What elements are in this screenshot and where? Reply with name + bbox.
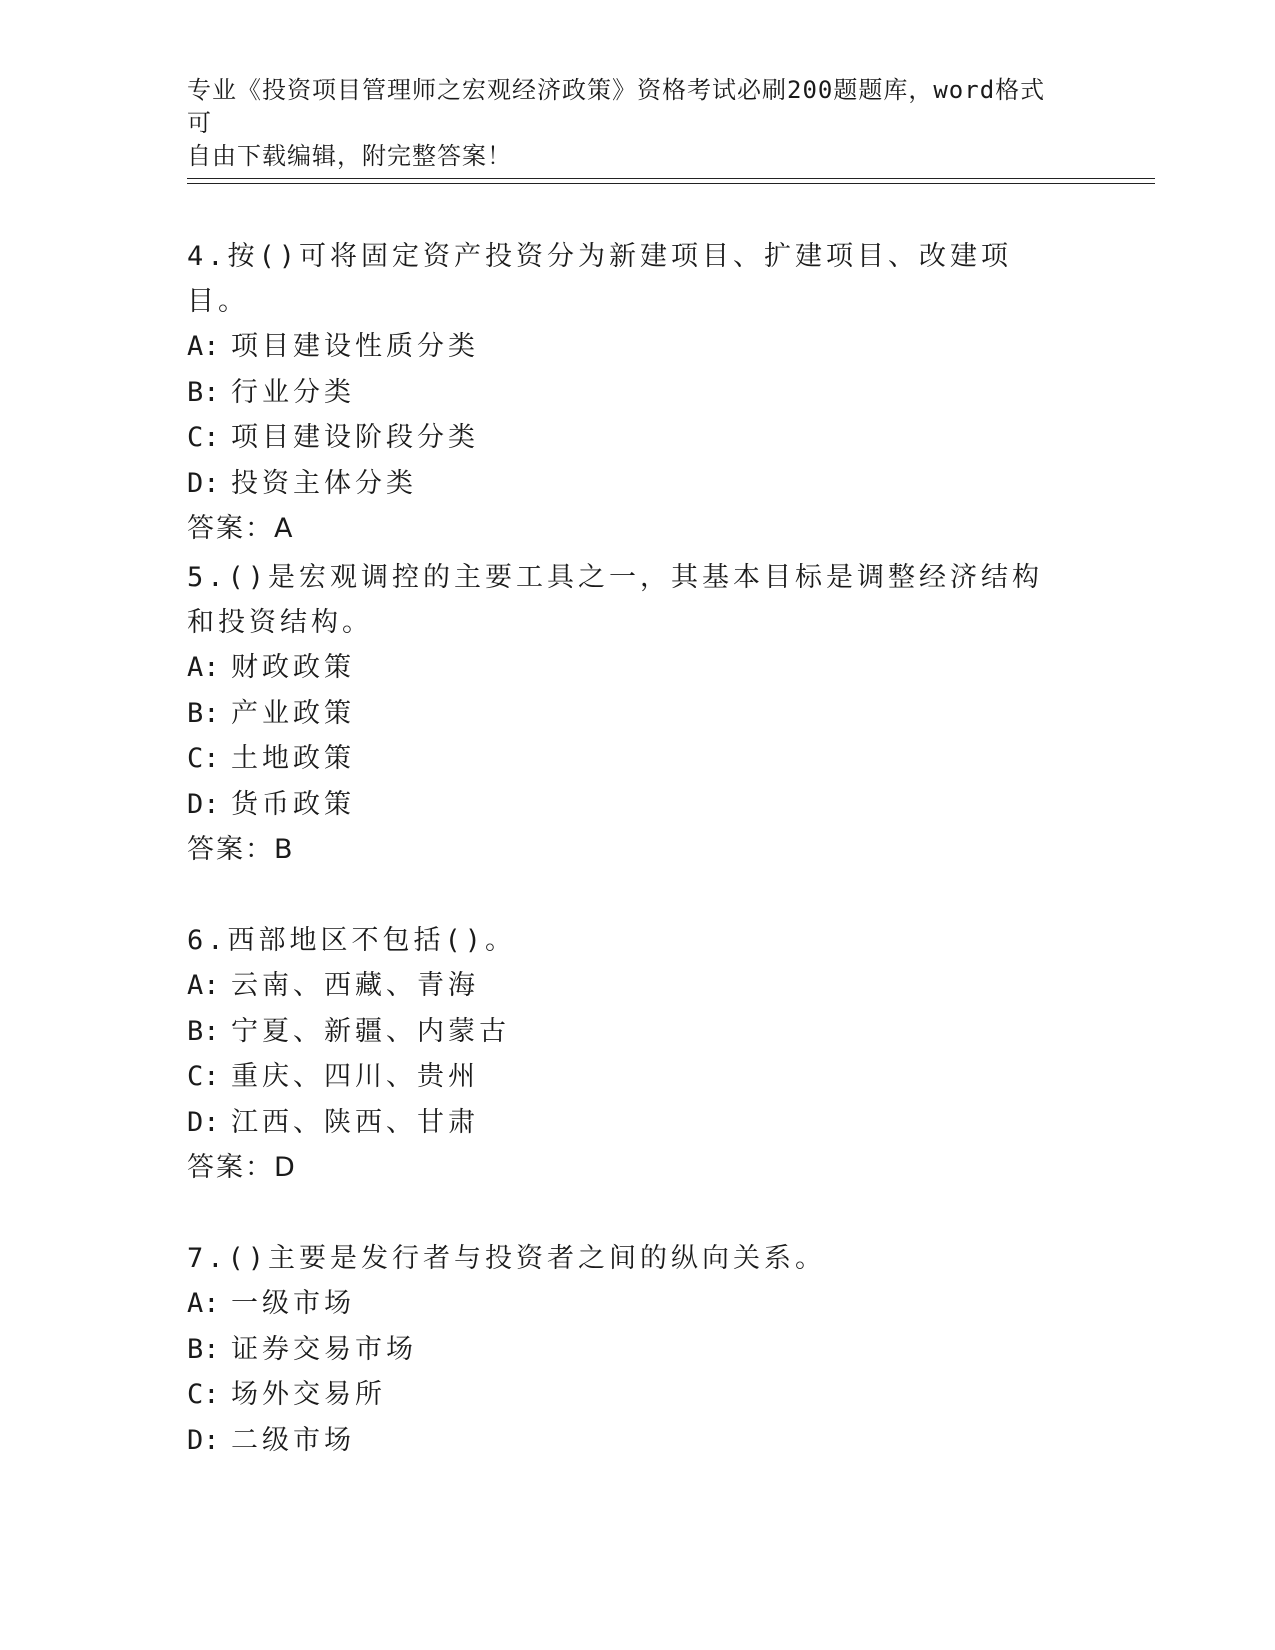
option-a <box>187 645 1067 691</box>
option-d <box>187 782 1067 828</box>
option-key: A: <box>187 1288 220 1319</box>
option-b <box>187 370 1067 416</box>
option-text: 项目建设性质分类 <box>231 331 479 362</box>
option-key: B: <box>187 1333 220 1365</box>
option-text: 项目建设阶段分类 <box>231 422 479 453</box>
document-header <box>187 74 1067 173</box>
option-text: 证券交易市场 <box>231 1333 417 1365</box>
option-c <box>187 415 1067 461</box>
header-rule-bottom <box>187 183 1155 184</box>
question-5 <box>187 555 1067 873</box>
option-text: 一级市场 <box>231 1288 355 1319</box>
option-a <box>187 1281 1067 1327</box>
option-d <box>187 1418 1067 1464</box>
option-d <box>187 1100 1067 1146</box>
option-key: B: <box>187 376 220 408</box>
question-4 <box>187 234 1067 552</box>
option-text: 投资主体分类 <box>231 467 417 499</box>
option-key: C: <box>187 1379 220 1410</box>
answer: 答案：B <box>187 834 295 865</box>
option-c <box>187 736 1067 782</box>
question-stem: 5.()是宏观调控的主要工具之一，其基本目标是调整经济结构和投资结构。 <box>187 562 1044 638</box>
option-key: D: <box>187 788 220 820</box>
option-key: B: <box>187 1015 220 1047</box>
option-b <box>187 1327 1067 1373</box>
option-text: 土地政策 <box>231 743 355 774</box>
option-key: B: <box>187 697 220 729</box>
question-stem: 6.西部地区不包括()。 <box>187 925 517 956</box>
option-key: A: <box>187 652 220 683</box>
answer: 答案：D <box>187 1152 297 1183</box>
option-text: 二级市场 <box>231 1424 355 1456</box>
answer: 答案：A <box>187 513 295 544</box>
header-line-1: 专业《投资项目管理师之宏观经济政策》资格考试必刷200题题库，word格式可 <box>187 76 1046 137</box>
option-d <box>187 461 1067 507</box>
option-text: 宁夏、新疆、内蒙古 <box>231 1015 510 1047</box>
question-stem: 7.()主要是发行者与投资者之间的纵向关系。 <box>187 1243 827 1274</box>
option-b <box>187 691 1067 737</box>
option-text: 货币政策 <box>231 788 355 820</box>
option-text: 场外交易所 <box>231 1379 386 1410</box>
option-key: A: <box>187 970 220 1001</box>
header-rule-top <box>187 178 1155 179</box>
option-key: C: <box>187 743 220 774</box>
option-key: C: <box>187 1061 220 1092</box>
option-c <box>187 1054 1067 1100</box>
option-a <box>187 324 1067 370</box>
option-a <box>187 963 1067 1009</box>
option-c <box>187 1372 1067 1418</box>
option-key: D: <box>187 1106 220 1138</box>
option-b <box>187 1009 1067 1055</box>
option-text: 行业分类 <box>231 376 355 408</box>
option-key: C: <box>187 422 220 453</box>
option-key: A: <box>187 331 220 362</box>
option-key: D: <box>187 467 220 499</box>
question-stem: 4.按()可将固定资产投资分为新建项目、扩建项目、改建项目。 <box>187 241 1013 317</box>
option-text: 重庆、四川、贵州 <box>231 1061 479 1092</box>
option-text: 财政政策 <box>231 652 355 683</box>
option-text: 江西、陕西、甘肃 <box>231 1106 479 1138</box>
question-7 <box>187 1236 1067 1463</box>
option-text: 云南、西藏、青海 <box>231 970 479 1001</box>
question-6 <box>187 918 1067 1191</box>
option-text: 产业政策 <box>231 697 355 729</box>
header-line-2: 自由下载编辑，附完整答案！ <box>187 142 512 170</box>
option-key: D: <box>187 1424 220 1456</box>
